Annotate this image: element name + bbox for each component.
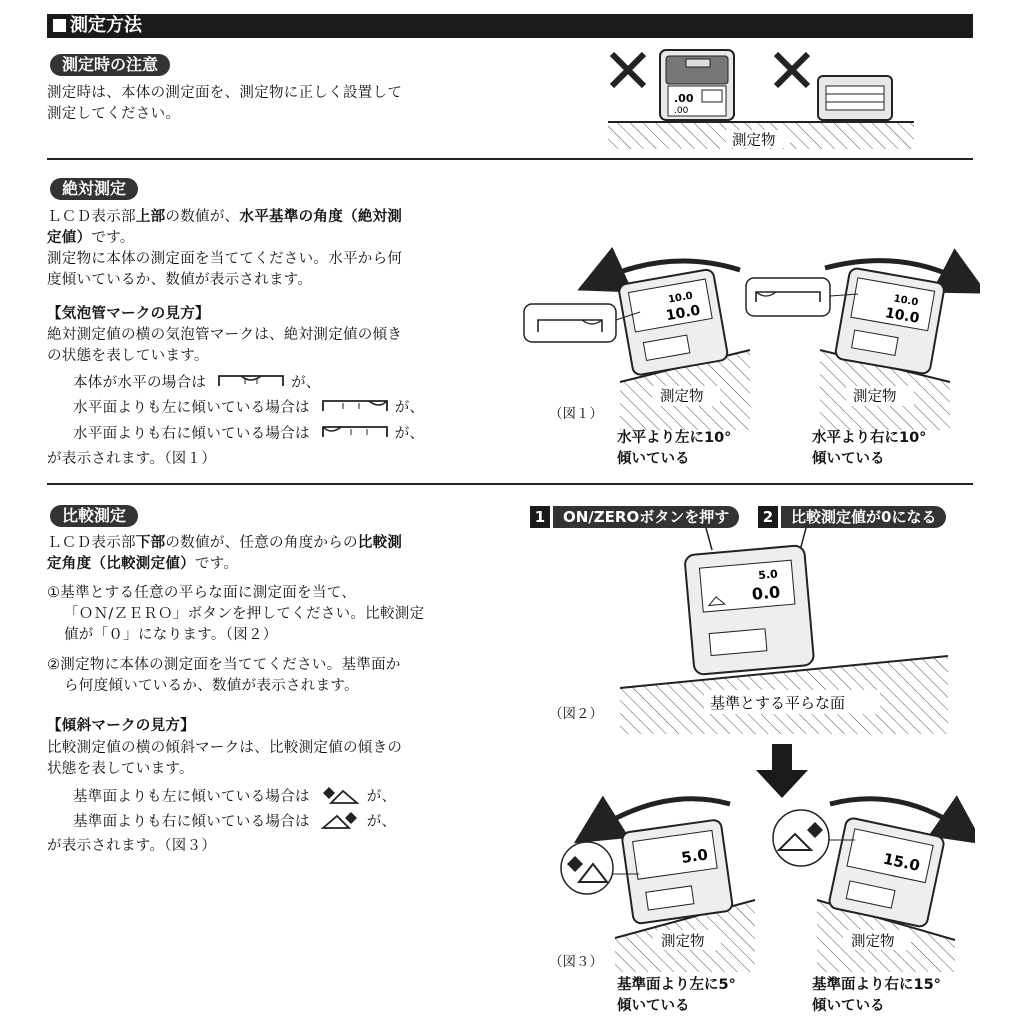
absolute-line-1: ＬＣＤ表示部上部の数値が、水平基準の角度（絶対測 [47, 209, 403, 225]
bubble-heading: 【気泡管マークの見方】 [47, 306, 210, 322]
svg-text:15.0: 15.0 [881, 849, 922, 875]
divider [47, 483, 973, 485]
device-fig3-left [621, 819, 733, 924]
bubble-line-6: が表示されます。（図１） [47, 451, 217, 467]
wrong-mark-icon [776, 54, 808, 86]
tilt-left-icon [321, 785, 361, 805]
bubble-left-icon [319, 397, 391, 415]
wrong-mark-icon [612, 54, 644, 86]
absolute-line-2: 定値）です。 [47, 230, 135, 246]
step2-line-1: ②測定物に本体の測定面を当ててください。基準面か [47, 657, 401, 673]
compare-pill: 比較測定 [50, 505, 138, 527]
svg-text:10.0: 10.0 [664, 302, 702, 325]
tilt-line-3: 基準面よりも左に傾いている場合は が、 [73, 785, 396, 807]
device-left-tilt [618, 269, 729, 376]
fig3-label: （図３） [549, 954, 603, 970]
callout-step-1: 1 ON/ZEROボタンを押す [530, 506, 739, 528]
figure-3 [555, 790, 975, 974]
caution-illustration [600, 42, 920, 154]
tilt-line-4: 基準面よりも右に傾いている場合は が、 [73, 810, 396, 832]
fig3-left-ground: 測定物 [661, 934, 705, 950]
step1-line-2: 「ＯＮ/ＺＥＲＯ」ボタンを押してください。比較測定 [64, 606, 425, 622]
compare-line-2: 定角度（比較測定値）です。 [47, 556, 239, 572]
fig3-right-caption-2: 傾いている [812, 998, 885, 1014]
header-title: 測定方法 [70, 15, 142, 36]
fig1-right-caption-2: 傾いている [812, 451, 885, 467]
bubble-line-4: 水平面よりも左に傾いている場合は が、 [73, 397, 424, 418]
svg-text:5.0: 5.0 [757, 567, 779, 583]
tilt-line-1: 比較測定値の横の傾斜マークは、比較測定値の傾きの [47, 740, 403, 756]
fig3-right-ground: 測定物 [851, 934, 895, 950]
bubble-line-1: 絶対測定値の横の気泡管マークは、絶対測定値の傾き [47, 327, 403, 343]
absolute-line-3: 測定物に本体の測定面を当ててください。水平から何 [47, 251, 403, 267]
fig1-label: （図１） [549, 406, 603, 422]
bubble-line-2: の状態を表しています。 [47, 348, 209, 364]
caution-screen-bottom: .00 [674, 106, 689, 116]
device-reference [684, 545, 814, 675]
fig2-label: （図２） [549, 706, 603, 722]
callout-step-2: 2 比較測定値が0になる [758, 506, 946, 528]
device-fig3-right [828, 817, 945, 928]
divider [47, 158, 973, 160]
bubble-level-icon [215, 372, 287, 390]
caution-ground-label: 測定物 [732, 133, 776, 149]
svg-text:10.0: 10.0 [883, 305, 921, 327]
absolute-pill: 絶対測定 [50, 178, 138, 200]
fig1-left-ground: 測定物 [660, 389, 704, 405]
caution-pill: 測定時の注意 [50, 54, 170, 76]
absolute-line-4: 度傾いているか、数値が表示されます。 [47, 272, 313, 288]
step1-line-1: ①基準とする任意の平らな面に測定面を当て、 [47, 585, 357, 601]
fig3-left-caption-1: 基準面より左に5° [617, 977, 736, 993]
fig1-right-ground: 測定物 [853, 389, 897, 405]
bubble-line-5: 水平面よりも右に傾いている場合は が、 [73, 423, 424, 444]
tilt-line-5: が表示されます。（図３） [47, 838, 217, 854]
bubble-right-icon [319, 423, 391, 441]
caution-line-1: 測定時は、本体の測定面を、測定物に正しく設置して [47, 85, 403, 101]
tilt-right-icon [321, 810, 361, 830]
fig1-right-caption-1: 水平より右に10° [812, 430, 927, 446]
caution-line-2: 測定してください。 [47, 106, 181, 122]
fig2-ground: 基準とする平らな面 [710, 694, 846, 712]
figure-2 [600, 528, 960, 738]
tilt-heading: 【傾斜マークの見方】 [47, 718, 195, 734]
section-header [47, 14, 973, 38]
device-right-tilt [835, 267, 946, 374]
svg-text:0.0: 0.0 [751, 582, 782, 604]
fig1-left-caption-2: 傾いている [617, 451, 690, 467]
compare-line-1: ＬＣＤ表示部下部の数値が、任意の角度からの比較測 [47, 535, 403, 551]
tilt-line-2: 状態を表しています。 [47, 761, 194, 777]
step1-line-3: 値が「０」になります。（図２） [64, 627, 278, 643]
svg-text:5.0: 5.0 [680, 845, 709, 867]
fig1-left-caption-1: 水平より左に10° [617, 430, 732, 446]
caution-screen-top: .00 [674, 92, 694, 105]
bubble-line-3: 本体が水平の場合は が、 [73, 372, 321, 393]
step2-line-2: ら何度傾いているか、数値が表示されます。 [64, 678, 359, 694]
fig3-right-caption-1: 基準面より右に15° [812, 977, 941, 993]
svg-text:10.0: 10.0 [667, 290, 694, 306]
fig3-left-caption-2: 傾いている [617, 998, 690, 1014]
svg-text:10.0: 10.0 [892, 293, 920, 309]
